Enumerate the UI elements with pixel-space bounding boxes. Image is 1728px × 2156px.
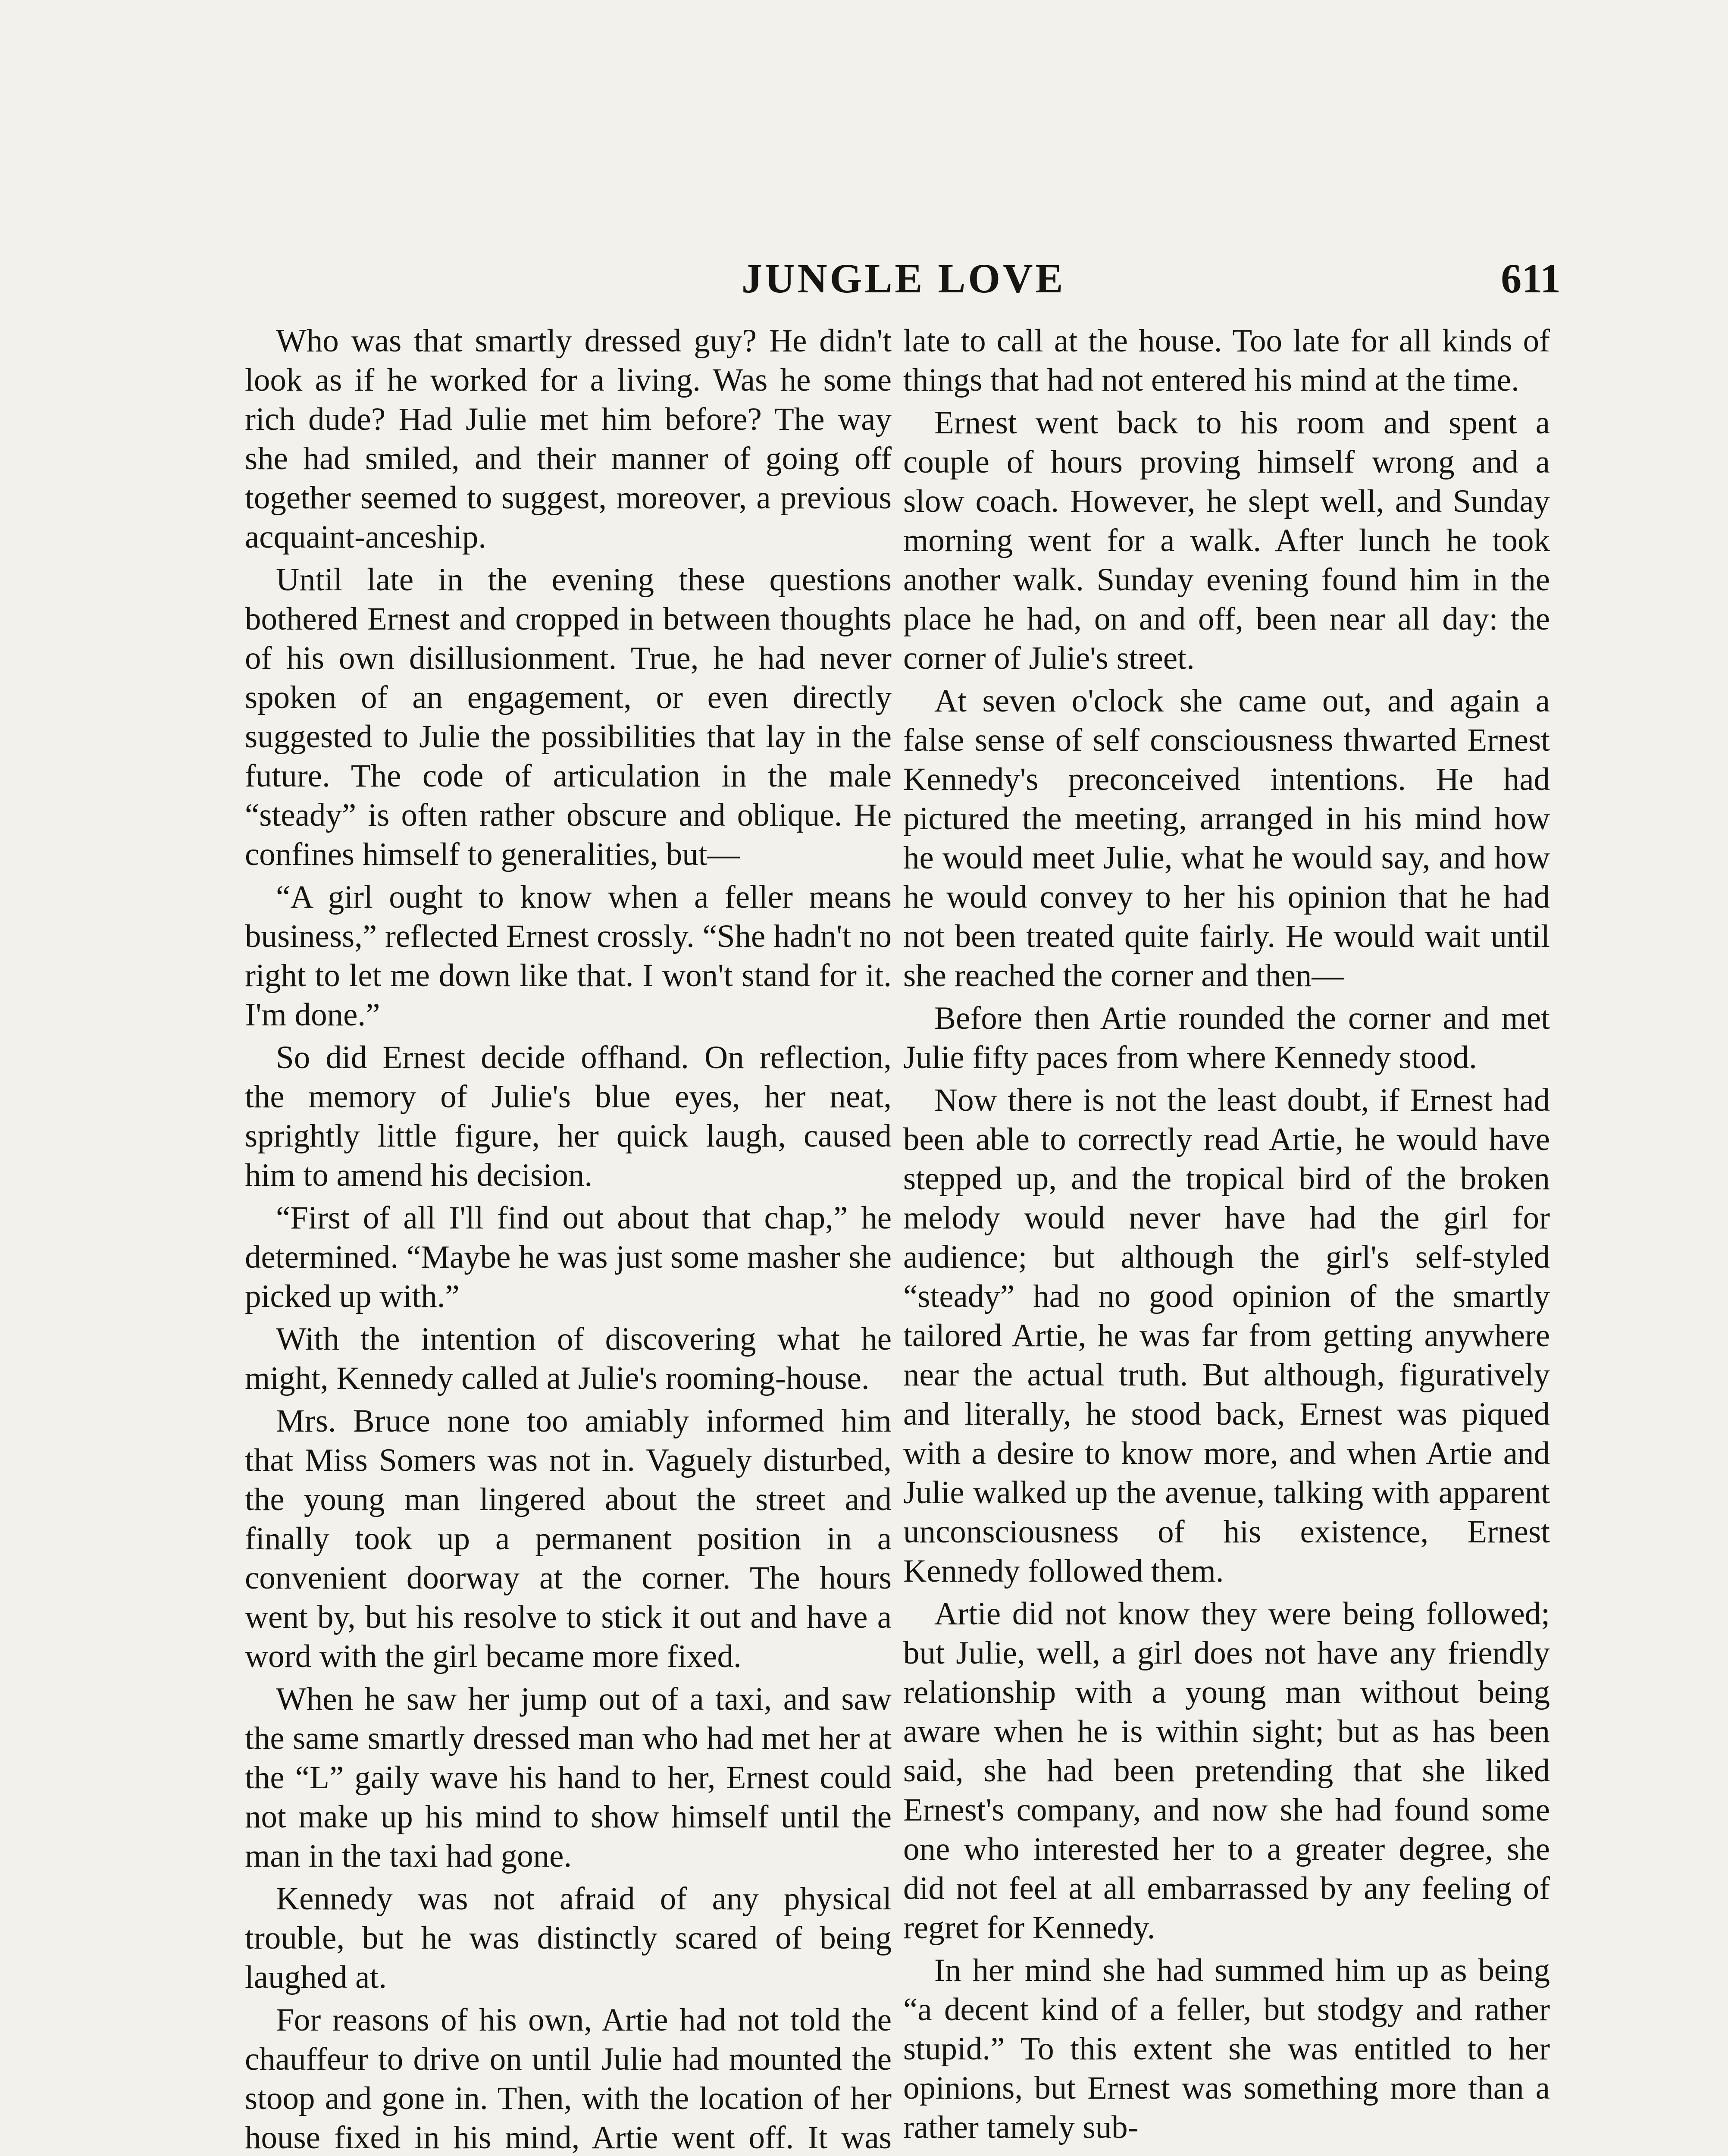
paragraph: In her mind she had summed him up as being “a decent kind of a feller, but stodgy and rather stupid.” To this extent she was entitled to her opinions, but Ernest was something more than a rather tamely sub- xyxy=(903,1952,1550,2145)
paragraph: For reasons of his own, Artie had not told the chauffeur to drive on until Julie had mounted the stoop and gone in. Then, with the location of her house fixed in his mind, Artie went off. It was xyxy=(245,2002,892,2156)
paragraph-continuation: late to call at the house. Too late for all kinds of things that had not entered his mind at the time. xyxy=(903,323,1550,398)
paragraph: Until late in the evening these questions bothered Ernest and cropped in between thoughts of his own disillusionment. True, he had never spoken of an engagement, or even directly suggested to Julie the possibilities that lay in the future. The code of articulation in the male “steady” is often rather obscure and oblique. He confines himself to generalities, but— xyxy=(245,562,892,872)
paragraph: Kennedy was not afraid of any physical trouble, but he was distinctly scared of being laughed at. xyxy=(245,1881,892,1995)
paragraph: Mrs. Bruce none too amiably informed him that Miss Somers was not in. Vaguely disturbed, the young man lingered about the street and finally took up a permanent position in a convenient doorway at the corner. The hours went by, but his resolve to stick it out and have a word with the girl became more fixed. xyxy=(245,1403,892,1674)
paragraph: So did Ernest decide offhand. On reflection, the memory of Julie's blue eyes, her neat, sprightly little figure, her quick laugh, caused him to amend his decision. xyxy=(245,1040,892,1193)
paragraph: “A girl ought to know when a feller means business,” reflected Ernest crossly. “She hadn't no right to let me down like that. I won't stand for it. I'm done.” xyxy=(245,879,892,1033)
paragraph: With the intention of discovering what he might, Kennedy called at Julie's rooming-house. xyxy=(245,1321,892,1396)
paragraph: “First of all I'll find out about that chap,” he determined. “Maybe he was just some masher she picked up with.” xyxy=(245,1200,892,1314)
running-head xyxy=(241,254,1561,310)
running-title: JUNGLE LOVE xyxy=(742,255,1066,301)
paragraph: Artie did not know they were being followed; but Julie, well, a girl does not have any friendly relationship with a young man without being aware when he is within sight; but as has been said, she had been pretending that she liked Ernest's company, and now she had found some one who interested her to a greater degree, she did not feel at all embarrassed by any feeling of regret for Kennedy. xyxy=(903,1596,1550,1946)
paragraph: When he saw her jump out of a taxi, and saw the same smartly dressed man who had met her at the “L” gaily wave his hand to her, Ernest could not make up his mind to show himself until the man in the taxi had gone. xyxy=(245,1681,892,1874)
left-column xyxy=(245,321,892,2156)
right-column xyxy=(903,321,1550,2156)
paragraph: Before then Artie rounded the corner and met Julie fifty paces from where Kennedy stood. xyxy=(903,1000,1550,1075)
page-number: 611 xyxy=(1501,255,1561,301)
paragraph: At seven o'clock she came out, and again a false sense of self consciousness thwarted Ernest Kennedy's preconceived intentions. He had pictured the meeting, arranged in his mind how he would meet Julie, what he would say, and how he would convey to her his opinion that he had not been treated quite fairly. He would wait until she reached the corner and then— xyxy=(903,683,1550,993)
paragraph: Ernest went back to his room and spent a couple of hours proving himself wrong and a slow coach. However, he slept well, and Sunday morning went for a walk. After lunch he took another walk. Sunday evening found him in the place he had, on and off, been near all day: the corner of Julie's street. xyxy=(903,405,1550,676)
paragraph: Who was that smartly dressed guy? He didn't look as if he worked for a living. Was he some rich dude? Had Julie met him before? The way she had smiled, and their manner of going off together seemed to suggest, moreover, a previous acquaint-anceship. xyxy=(245,323,892,555)
paragraph: Now there is not the least doubt, if Ernest had been able to correctly read Artie, he would have stepped up, and the tropical bird of the broken melody would never have had the girl for audience; but although the girl's self-styled “steady” had no good opinion of the smartly tailored Artie, he was far from getting anywhere near the actual truth. But although, figuratively and literally, he stood back, Ernest was piqued with a desire to know more, and when Artie and Julie walked up the avenue, talking with apparent unconsciousness of his existence, Ernest Kennedy followed them. xyxy=(903,1082,1550,1589)
